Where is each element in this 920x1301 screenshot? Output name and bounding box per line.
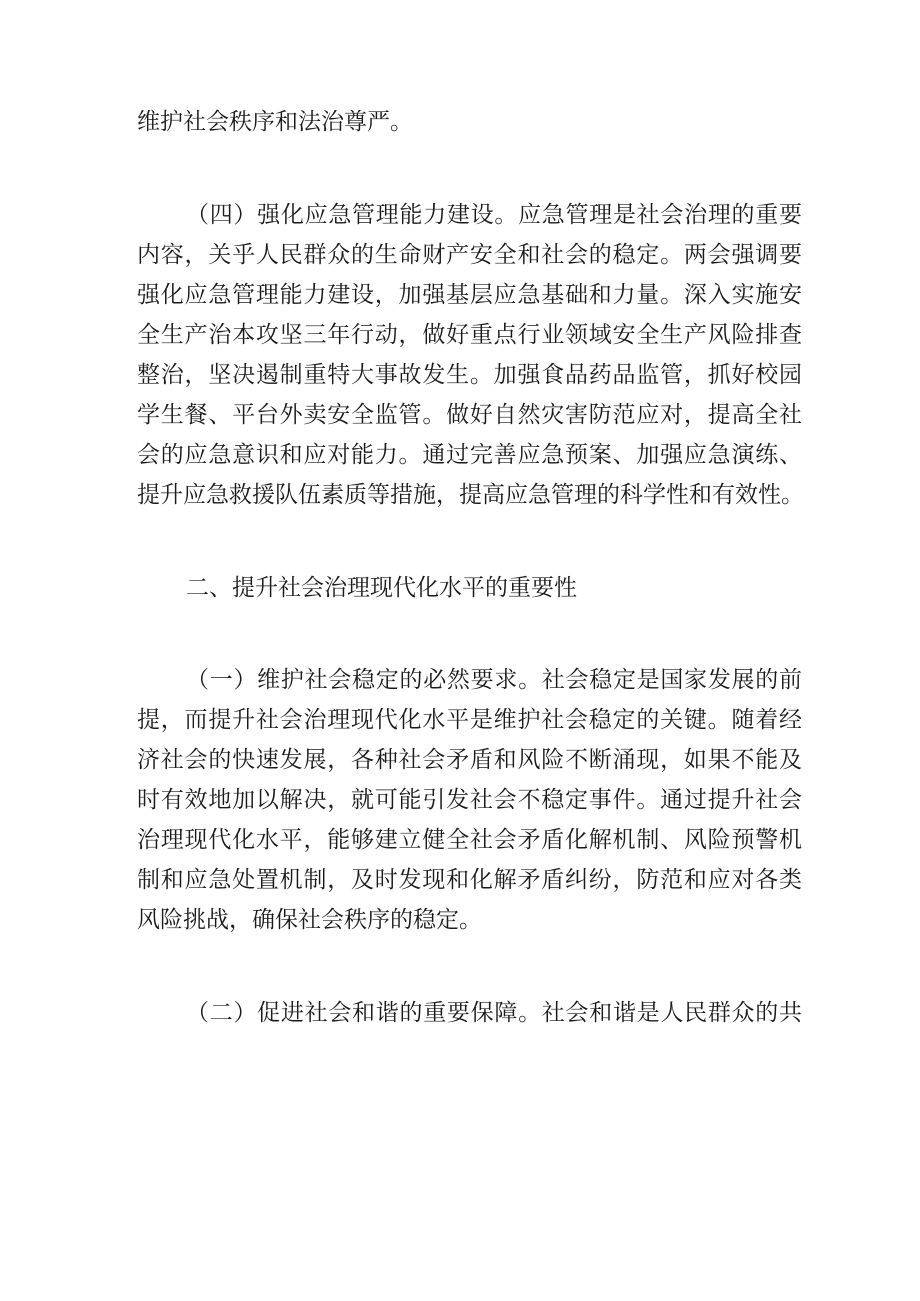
paragraph-social-stability-line: 时有效地加以解决，就可能引发社会不稳定事件。通过提升社会 [137, 787, 802, 813]
paragraph-social-stability-line: 治理现代化水平，能够建立健全社会矛盾化解机制、风险预警机 [137, 827, 802, 853]
paragraph-social-stability-line: 风险挑战，确保社会秩序的稳定。 [137, 907, 482, 933]
section-heading: 二、提升社会治理现代化水平的重要性 [186, 575, 577, 601]
paragraph-emergency-management-line: 会的应急意识和应对能力。通过完善应急预案、加强应急演练、 [137, 442, 802, 468]
paragraph-emergency-management-line: 整治，坚决遏制重特大事故发生。加强食品药品监管，抓好校园 [137, 362, 802, 388]
paragraph-emergency-management-line: （四）强化应急管理能力建设。应急管理是社会治理的重要 [186, 202, 802, 228]
paragraph-social-stability-line: 提，而提升社会治理现代化水平是维护社会稳定的关键。随着经 [137, 707, 802, 733]
paragraph-emergency-management-line: 内容，关乎人民群众的生命财产安全和社会的稳定。两会强调要 [137, 242, 802, 268]
paragraph-emergency-management-line: 强化应急管理能力建设，加强基层应急基础和力量。深入实施安 [137, 282, 802, 308]
paragraph-emergency-management-line: 提升应急救援队伍素质等措施，提高应急管理的科学性和有效性。 [137, 482, 804, 508]
paragraph-emergency-management-line: 学生餐、平台外卖安全监管。做好自然灾害防范应对，提高全社 [137, 402, 802, 428]
paragraph-emergency-management-line: 全生产治本攻坚三年行动，做好重点行业领域安全生产风险排查 [137, 322, 802, 348]
paragraph-continuation-line: 维护社会秩序和法治尊严。 [137, 109, 413, 135]
paragraph-social-stability-line: 济社会的快速发展，各种社会矛盾和风险不断涌现，如果不能及 [137, 747, 802, 773]
paragraph-social-stability-line: 制和应急处置机制，及时发现和化解矛盾纠纷，防范和应对各类 [137, 867, 802, 893]
paragraph-social-stability-line: （一）维护社会稳定的必然要求。社会稳定是国家发展的前 [186, 667, 802, 693]
paragraph-social-harmony-line: （二）促进社会和谐的重要保障。社会和谐是人民群众的共 [186, 1000, 802, 1026]
